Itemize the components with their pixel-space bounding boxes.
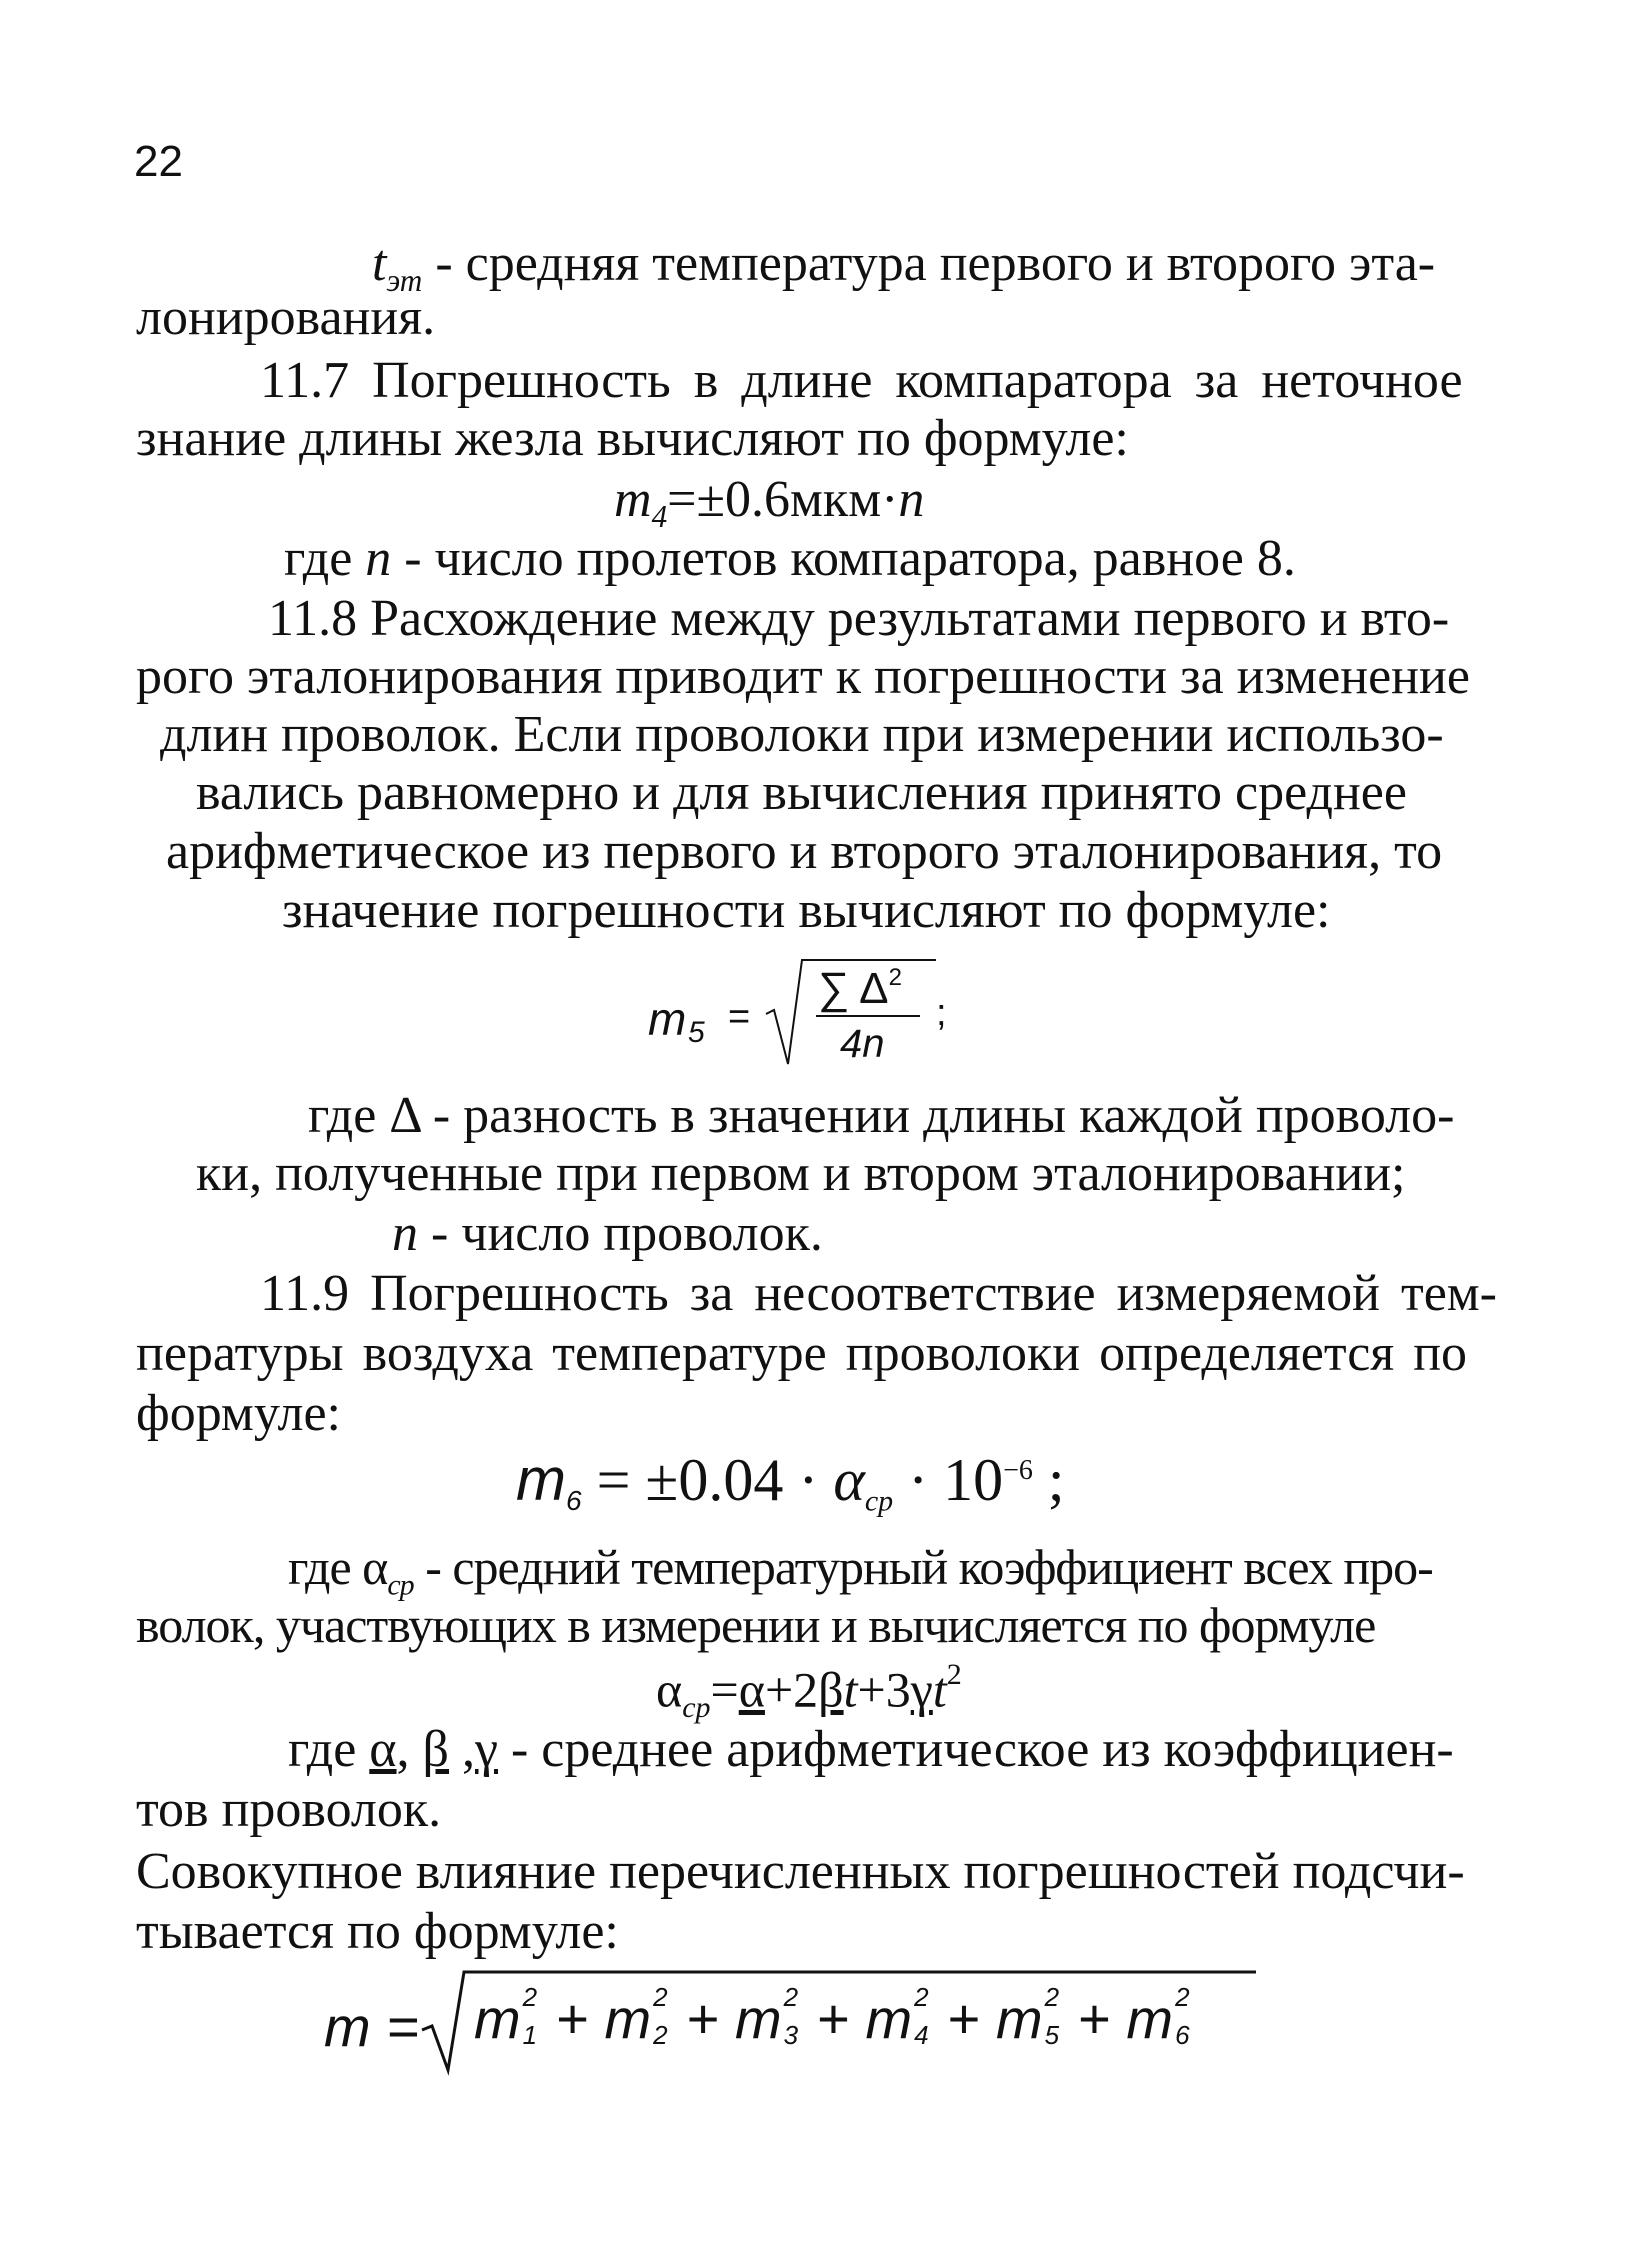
line-1-text: - средняя температура первого и второго эта- — [422, 235, 1436, 292]
gamma-mean: γ — [910, 1661, 933, 1718]
term-subscript: 4 — [914, 2020, 929, 2050]
alpha-cp-symbol: α — [656, 1661, 683, 1718]
coeffs-beta: β — [422, 1721, 449, 1778]
term-plus: + — [1062, 1987, 1127, 2050]
where-label: где — [284, 530, 366, 587]
term-subscript: 2 — [653, 2020, 668, 2050]
text-line-2: лонирования. — [136, 289, 436, 346]
page-number: 22 — [134, 137, 183, 186]
formula-total-terms — [474, 1982, 1193, 2051]
para-11-8-line-4: вались равномерно и для вычисления принято среднее — [196, 764, 1407, 821]
formula-m5-sub: 5 — [688, 1016, 705, 1049]
term-symbol: m — [604, 1987, 652, 2050]
term-subscript: 5 — [1044, 2020, 1060, 2050]
coeffs-where: где — [288, 1721, 370, 1778]
formula-m5-denominator: 4n — [840, 1022, 885, 1066]
t-squared: 2 — [946, 1658, 962, 1691]
formula-m6-sub: 6 — [565, 1484, 582, 1516]
term-superscript: 2 — [522, 1982, 538, 2012]
term-symbol: m — [865, 1987, 913, 2050]
plus-2: +2 — [764, 1661, 819, 1718]
term-plus: + — [932, 1987, 996, 2050]
formula-m6-alpha-sub: ср — [864, 1484, 894, 1518]
alpha-cp-sub: ср — [682, 1691, 711, 1724]
coeffs-text: - среднее арифметическое из коэффициен- — [497, 1721, 1454, 1778]
formula-m5-symbol: m — [648, 993, 687, 1045]
text-line-alpha-1 — [288, 1539, 1433, 1602]
term-subscript: 3 — [783, 2020, 799, 2050]
term-superscript: 2 — [914, 1982, 929, 2012]
where-text: - число пролетов компаратора, равное 8. — [391, 530, 1296, 587]
para-11-8-line-3: длин проволок. Если проволоки при измерении использо- — [160, 706, 1444, 763]
formula-m4 — [614, 471, 925, 534]
formula-total-m — [324, 1966, 1264, 2076]
text-line-n-wires — [392, 1205, 823, 1262]
term-superscript: 2 — [1175, 1982, 1190, 2012]
formula-total-term — [474, 1982, 541, 2051]
alpha-where: где α — [288, 1539, 388, 1595]
para-11-9-line-1: 11.9 Погрешность за несоответствие измеряемой тем- — [260, 1265, 1497, 1322]
formula-m4-sub: 4 — [651, 498, 668, 534]
formula-m5 — [640, 950, 980, 1070]
formula-total-term — [604, 1982, 671, 2051]
t-var: t — [372, 235, 387, 292]
formula-m4-symbol: m — [614, 471, 652, 528]
term-subscript: 1 — [522, 2020, 538, 2050]
text-line-total-1: Совокупное влияние перечисленных погрешностей подсчи- — [136, 1843, 1465, 1900]
coeffs-alpha: α — [369, 1721, 397, 1778]
text-line-delta-1: где Δ - разность в значении длины каждой проволо- — [308, 1087, 1455, 1144]
comma-2: , — [449, 1721, 475, 1778]
formula-total-term — [1126, 1982, 1193, 2051]
para-11-7-line-1: 11.7 Погрешность в длине компаратора за неточное — [260, 352, 1463, 409]
formula-m6-symbol: m — [516, 1446, 566, 1513]
formula-m6-mult: · 10 — [893, 1447, 1004, 1513]
term-plus: + — [540, 1987, 605, 2050]
formula-m4-n: n — [898, 471, 925, 528]
n-var: n — [365, 530, 392, 587]
comma-1: , — [396, 1721, 423, 1778]
formula-m6 — [516, 1446, 1065, 1518]
term-subscript: 6 — [1175, 2020, 1190, 2050]
plus-3: +3 — [857, 1661, 911, 1718]
formula-m6-exponent: −6 — [1003, 1455, 1033, 1486]
formula-m5-numerator — [818, 964, 902, 1014]
text-line-alpha-2: волок, участвующих в измерении и вычисляется по формуле — [136, 1597, 1376, 1653]
text-line-total-2: тывается по формуле: — [136, 1903, 619, 1960]
term-plus: + — [801, 1987, 866, 2050]
text-line-delta-2: ки, полученные при первом и втором эталонировании; — [196, 1145, 1406, 1202]
para-11-7-line-2: знание длины жезла вычисляют по формуле: — [136, 410, 1129, 467]
n-var-2: n — [392, 1205, 418, 1262]
para-11-8-line-1: 11.8 Расхождение между результатами первого и вто- — [268, 590, 1450, 647]
t-var-1: t — [843, 1661, 858, 1718]
term-symbol: m — [734, 1987, 782, 2050]
para-11-8-line-6: значение погрешности вычисляют по формуле: — [282, 882, 1331, 939]
formula-m6-semicolon: ; — [1032, 1447, 1065, 1513]
para-11-9-line-3: формуле: — [136, 1385, 342, 1442]
formula-total-term — [865, 1982, 932, 2051]
term-plus: + — [671, 1987, 735, 2050]
term-symbol: m — [1126, 1987, 1174, 2050]
alpha-sub: ср — [387, 1568, 414, 1602]
term-symbol: m — [474, 1987, 521, 2050]
term-superscript: 2 — [653, 1982, 668, 2012]
formula-m6-alpha: α — [833, 1447, 865, 1513]
para-11-8-line-5: арифметическое из первого и второго эталонирования, то — [166, 823, 1443, 880]
para-11-8-line-2: рого эталонирования приводит к погрешности за изменение — [136, 648, 1470, 705]
formula-m6-rest: = ±0.04 · — [581, 1447, 834, 1513]
formula-total-lhs: m = — [324, 1995, 419, 2058]
formula-total-term — [734, 1982, 802, 2051]
formula-m5-equals: = — [728, 996, 751, 1038]
formula-m5-num-sup: 2 — [888, 964, 902, 991]
alpha-cp-equals: = — [710, 1661, 739, 1718]
text-line-1 — [372, 235, 1436, 298]
text-line-coeffs-2: тов проволок. — [136, 1781, 442, 1838]
text-line-coeffs-1 — [288, 1721, 1454, 1778]
formula-m5-num-text: ∑ Δ — [818, 964, 889, 1013]
term-superscript: 2 — [1044, 1982, 1060, 2012]
term-symbol: m — [995, 1987, 1043, 2050]
para-11-9-line-2: пературы воздуха температуре проволоки определяется по — [136, 1325, 1468, 1382]
beta-mean: β — [818, 1661, 844, 1718]
text-line-where-n — [284, 530, 1296, 587]
coeffs-gamma: γ — [475, 1721, 498, 1778]
formula-total-term — [995, 1982, 1063, 2051]
formula-alpha-cp — [656, 1660, 962, 1723]
n-wires-text: - число проволок. — [418, 1205, 823, 1262]
alpha-mean: α — [738, 1661, 765, 1718]
t-var-2: t — [932, 1661, 947, 1718]
formula-m5-semicolon: ; — [936, 992, 947, 1034]
t-sub: эт — [386, 262, 423, 298]
alpha-text: - средний температурный коэффициент всех про- — [413, 1539, 1433, 1595]
formula-m4-rest: =±0.6мкм· — [667, 471, 899, 528]
term-superscript: 2 — [783, 1982, 799, 2012]
